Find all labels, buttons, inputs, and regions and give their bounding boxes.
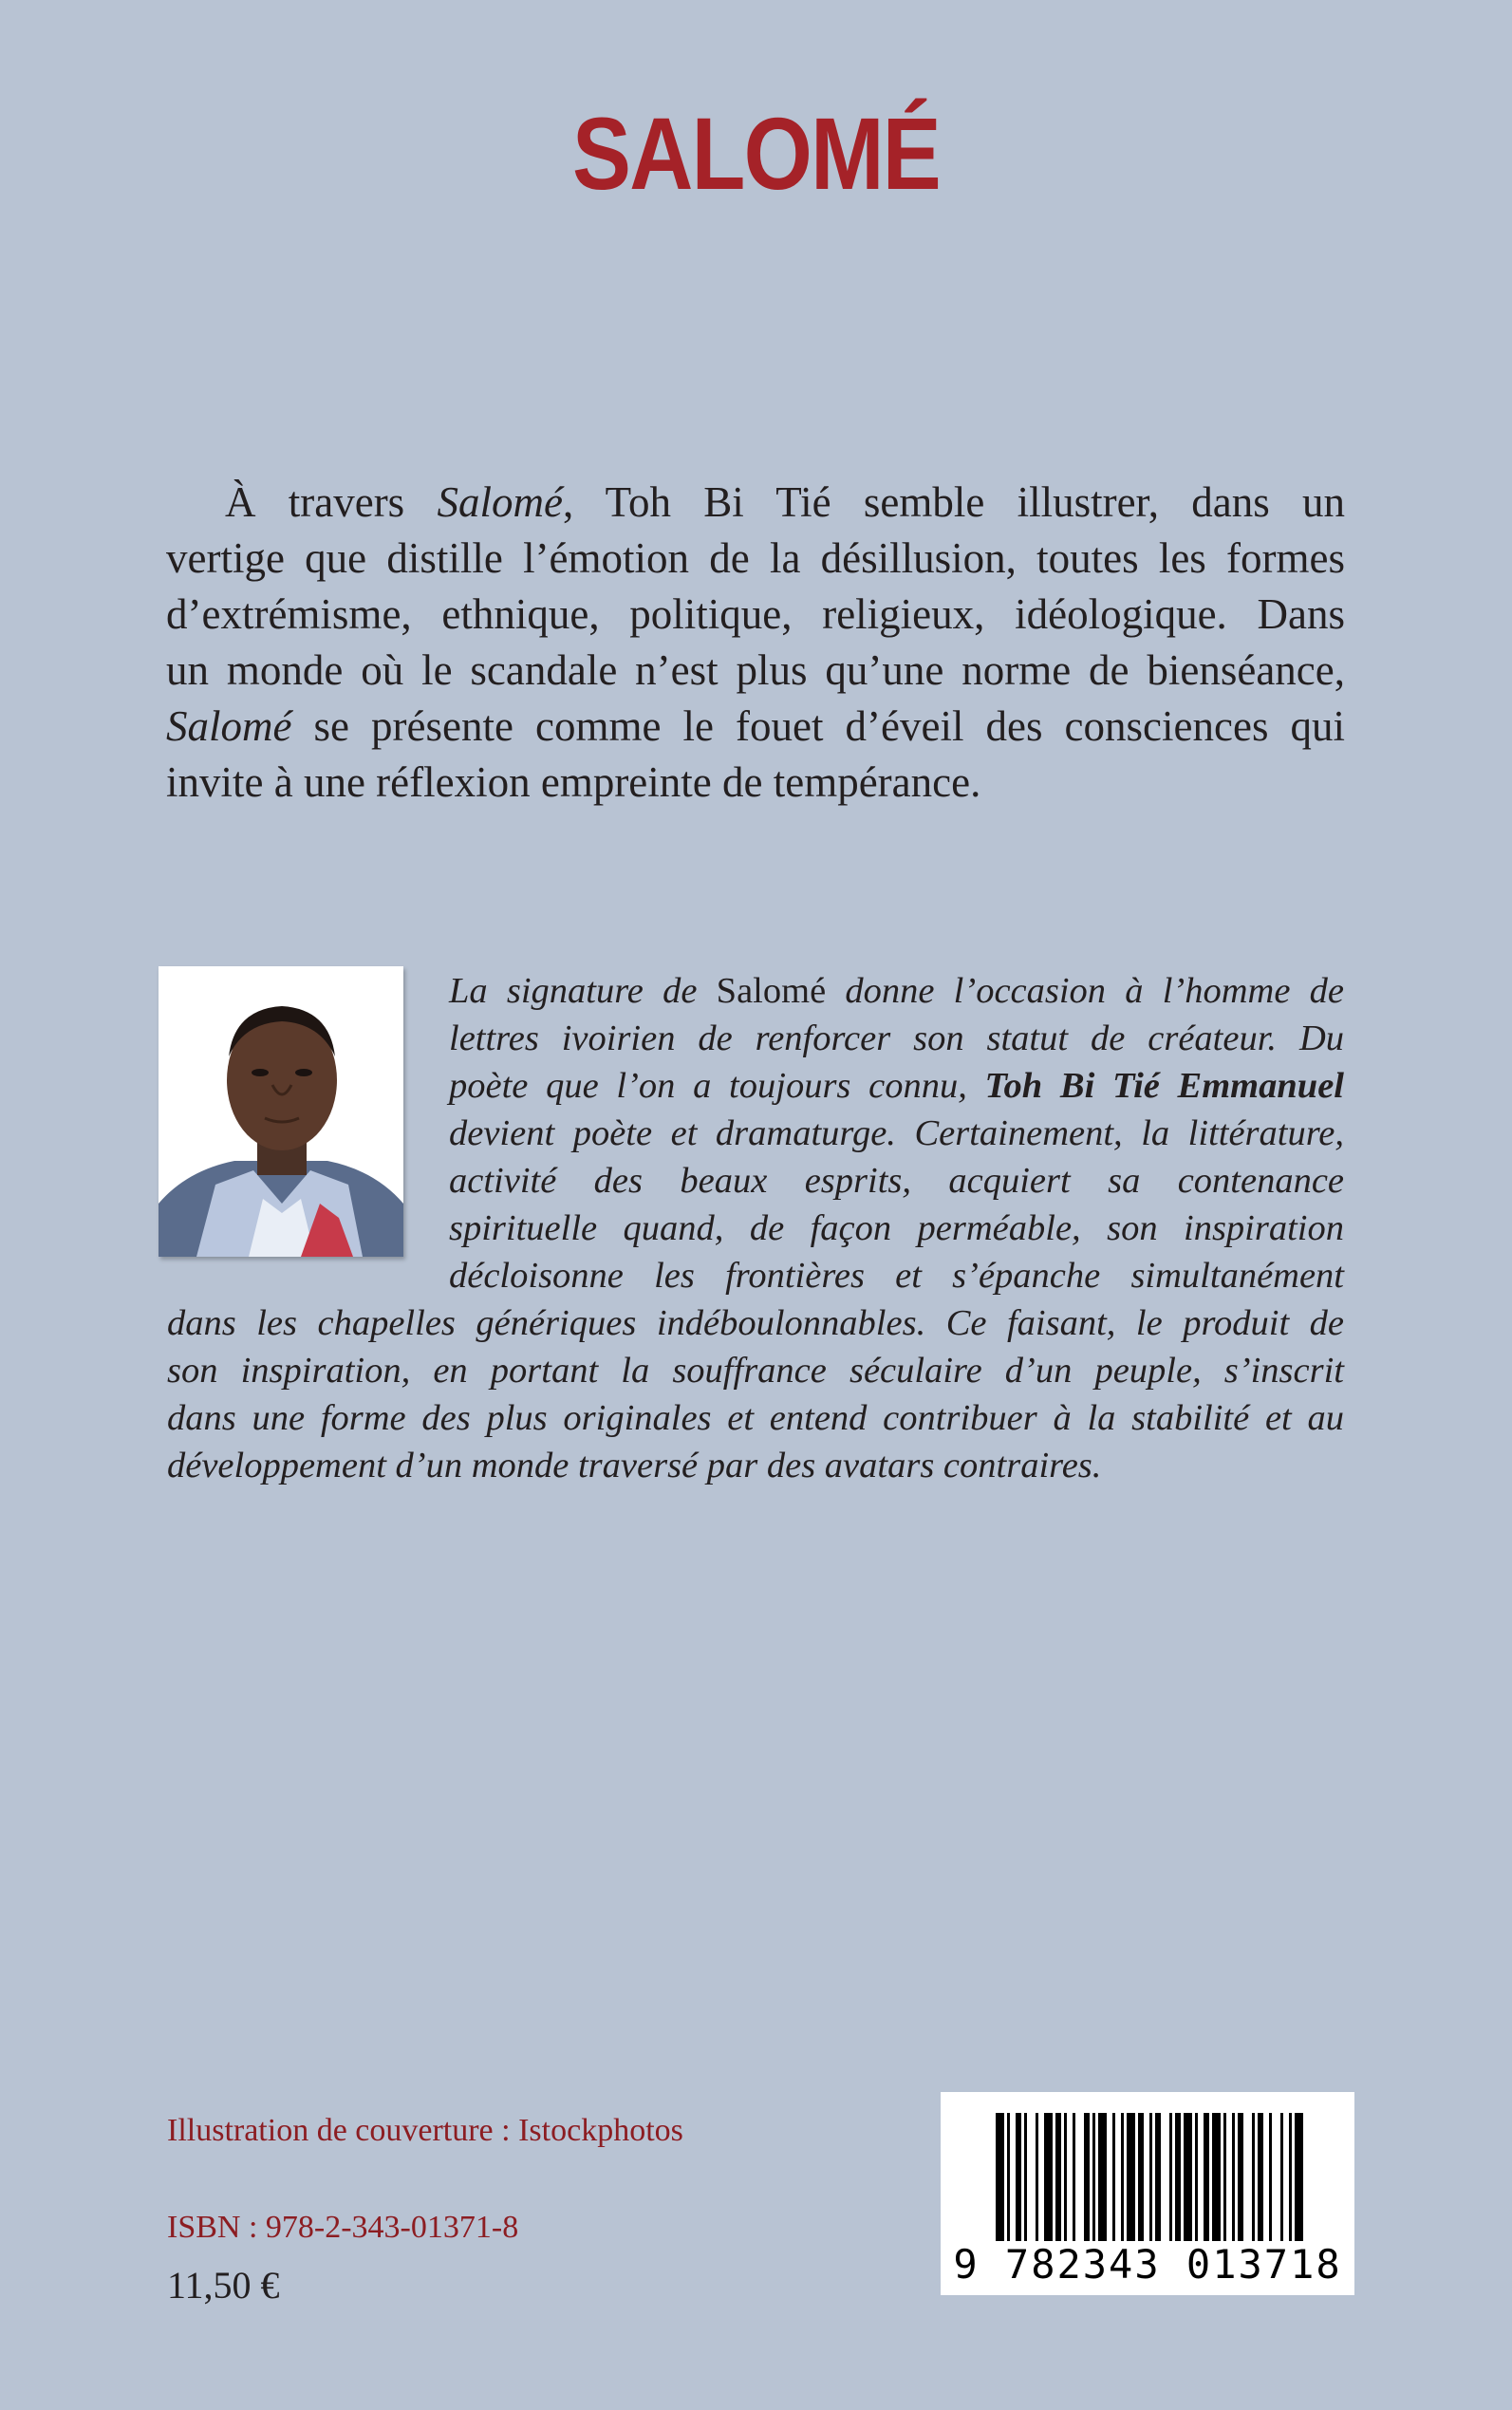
bio-line: [167, 1442, 1344, 1489]
bio-line: [167, 1062, 1344, 1110]
barcode-bar: [1280, 2113, 1283, 2241]
barcode-bar: [1295, 2113, 1303, 2241]
bio-line: [167, 1252, 1344, 1299]
barcode: [941, 2092, 1354, 2295]
blurb-text: un monde où le scandale n’est plus qu’une norme de bienséance,: [166, 646, 1345, 694]
bio-text: Toh Bi Tié Emmanuel: [984, 1066, 1344, 1106]
barcode-bar: [1138, 2113, 1144, 2241]
blurb-text: invite à une réflexion empreinte de tempérance.: [166, 758, 981, 806]
blurb-text: À travers: [225, 478, 438, 526]
blurb-text: se présente comme le fouet d’éveil des consciences qui: [291, 702, 1345, 750]
bio-text: décloisonne les frontières et s’épanche simultanément: [449, 1256, 1344, 1296]
blurb-line: [166, 587, 1345, 643]
barcode-bar: [996, 2113, 1004, 2241]
barcode-bar: [1238, 2113, 1243, 2241]
bio-text: activité des beaux esprits, acquiert sa contenance: [449, 1161, 1344, 1201]
bio-text: donne l’occasion à l’homme de: [826, 971, 1344, 1011]
bio-line: [167, 1015, 1344, 1062]
blurb-line: [166, 475, 1345, 531]
barcode-bar: [1289, 2113, 1292, 2241]
bio-text: La signature de: [449, 971, 717, 1011]
back-cover-blurb: [166, 475, 1345, 811]
bio-line: [167, 1110, 1344, 1157]
bio-line: [167, 1347, 1344, 1394]
barcode-digits: 9 782343 013718: [953, 2241, 1342, 2288]
barcode-bar: [1258, 2113, 1263, 2241]
blurb-text: vertige que distille l’émotion de la désillusion, toutes les formes: [166, 534, 1345, 582]
barcode-bar: [1084, 2113, 1090, 2241]
barcode-bar: [1073, 2113, 1075, 2241]
author-bio: [167, 967, 1344, 1489]
bio-text: poète que l’on a toujours connu,: [449, 1066, 985, 1106]
blurb-text: Salomé: [437, 478, 563, 526]
barcode-bar: [1092, 2113, 1095, 2241]
cover-illustration-credit: Illustration de couverture : Istockphotos: [167, 2113, 683, 2148]
barcode-bar: [1007, 2113, 1010, 2241]
bio-line: [167, 967, 1344, 1015]
bio-text: son inspiration, en portant la souffrance séculaire d’un peuple, s’inscrit: [167, 1351, 1344, 1391]
barcode-bar: [1175, 2113, 1181, 2241]
barcode-bar: [1149, 2113, 1152, 2241]
barcode-bar: [1155, 2113, 1161, 2241]
barcode-bar: [1024, 2113, 1027, 2241]
barcode-bar: [1036, 2113, 1038, 2241]
isbn: ISBN : 978-2-343-01371-8: [167, 2210, 519, 2245]
barcode-bar: [1252, 2113, 1255, 2241]
bio-text: dans les chapelles génériques indéboulonnables. Ce faisant, le produit de: [167, 1303, 1344, 1343]
blurb-line: [166, 699, 1345, 755]
bio-line: [167, 1157, 1344, 1205]
book-title: SALOMÉ: [571, 96, 940, 211]
bio-text: spirituelle quand, de façon perméable, son inspiration: [449, 1208, 1344, 1248]
barcode-bar: [1064, 2113, 1067, 2241]
barcode-bar: [1223, 2113, 1226, 2241]
bio-text: lettres ivoirien de renforcer son statut de créateur. Du: [449, 1018, 1344, 1058]
bio-text: dans une forme des plus originales et entend contribuer à la stabilité et au: [167, 1398, 1344, 1438]
bio-line: [167, 1394, 1344, 1442]
barcode-bar: [1127, 2113, 1135, 2241]
barcode-bar: [1055, 2113, 1061, 2241]
barcode-bar: [1016, 2113, 1021, 2241]
bio-text: développement d’un monde traversé par des avatars contraires.: [167, 1446, 1102, 1485]
blurb-text: d’extrémisme, ethnique, politique, religieux, idéologique. Dans: [166, 590, 1345, 638]
blurb-text: , Toh Bi Tié semble illustrer, dans un: [562, 478, 1345, 526]
barcode-bar: [1121, 2113, 1124, 2241]
bio-text: Salomé: [716, 971, 827, 1011]
blurb-line: [166, 755, 1345, 811]
blurb-line: [166, 643, 1345, 699]
barcode-bar: [1112, 2113, 1115, 2241]
barcode-bar: [1204, 2113, 1209, 2241]
barcode-bar: [1195, 2113, 1198, 2241]
blurb-text: Salomé: [166, 702, 292, 750]
price: 11,50 €: [167, 2264, 280, 2307]
bio-line: [167, 1205, 1344, 1252]
barcode-bar: [1169, 2113, 1172, 2241]
blurb-line: [166, 531, 1345, 587]
barcode-bar: [1269, 2113, 1272, 2241]
barcode-bar: [1232, 2113, 1235, 2241]
barcode-bar: [1184, 2113, 1192, 2241]
barcode-bar: [1098, 2113, 1107, 2241]
bio-text: devient poète et dramaturge. Certainement, la littérature,: [449, 1113, 1344, 1153]
barcode-bar: [1044, 2113, 1053, 2241]
barcode-bar: [1212, 2113, 1221, 2241]
bio-line: [167, 1299, 1344, 1347]
